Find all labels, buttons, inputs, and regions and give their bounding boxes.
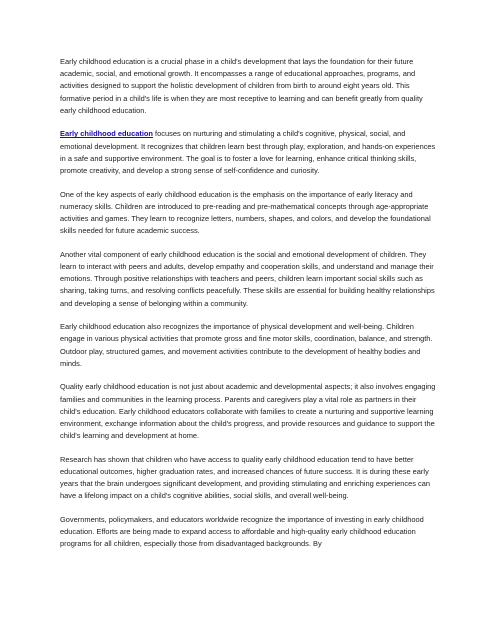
paragraph-literacy — [60, 189, 438, 238]
paragraph-focus — [60, 128, 438, 177]
paragraph-research — [60, 454, 438, 503]
early-childhood-education-link[interactable]: Early childhood education — [60, 129, 153, 139]
paragraph-text: Early childhood education is a crucial phase in a child's development that lays the foundation for their future academic, social, and emotional growth. It encompasses a range of educational approaches, programs, and activities designed to support the holistic development of children from birth to around eight years old. This formative period in a child's life is when they are most receptive to learning and can benefit greatly from quality early childhood education. — [60, 57, 423, 115]
paragraph-text: Research has shown that children who have access to quality early childhood education tend to have better educational outcomes, higher graduation rates, and increased chances of future success. It is during these early years that the brain undergoes significant development, and providing stimulating and enriching experiences can have a lifelong impact on a child's cognitive abilities, social skills, and overall well-being. — [60, 454, 431, 501]
paragraph-text: Quality early childhood education is not just about academic and developmental aspects; it also involves engaging families and communities in the learning process. Parents and caregivers play a vital role as partners in their child's education. Early childhood educators collaborate with families to create a nurturing and supportive learning environment, exchange information about the child's progress, and provide resources and guidance to support the child's learning and development at home. — [60, 382, 436, 441]
paragraph-text: Governments, policymakers, and educators worldwide recognize the importance of investing in early childhood education. Efforts are being made to expand access to affordable and high-quality early childhood education programs for all children, especially those from disadvantaged backgrounds. By — [60, 515, 424, 549]
paragraph-social-emotional — [60, 249, 438, 310]
paragraph-intro — [60, 56, 438, 117]
paragraph-physical — [60, 321, 438, 370]
document-body — [60, 56, 438, 562]
paragraph-families — [60, 381, 438, 442]
paragraph-text: Early childhood education also recognizes the importance of physical development and well-being. Children engage in various physical activities that promote gross and fine motor skills, coordination, balance, and strength. Outdoor play, structured games, and movement activities contribute to the development of healthy bodies and minds. — [60, 322, 433, 368]
paragraph-text: Another vital component of early childhood education is the social and emotional development of children. They learn to interact with peers and adults, develop empathy and cooperation skills, and understand and manage their emotions. Through positive relationships with teachers and peers, children learn important social skills such as sharing, taking turns, and resolving conflicts peacefully. These skills are essential for building healthy relationships and developing a sense of belonging within a community. — [60, 249, 435, 308]
paragraph-text: One of the key aspects of early childhood education is the emphasis on the importance of early literacy and numeracy skills. Children are introduced to pre-reading and pre-mathematical concepts through age-appropriate activities and games. They learn to recognize letters, numbers, shapes, and colors, and develop the foundational skills needed for future academic success. — [60, 189, 431, 236]
paragraph-investment — [60, 514, 438, 551]
paragraph-text: focuses on nurturing and stimulating a child's cognitive, physical, social, and emotional development. It recognizes that children learn best through play, exploration, and hands-on experiences in a safe and supportive environment. The goal is to foster a love for learning, enhance critical thinking skills, promote creativity, and develop a strong sense of self-confidence and curiosity. — [60, 129, 436, 176]
